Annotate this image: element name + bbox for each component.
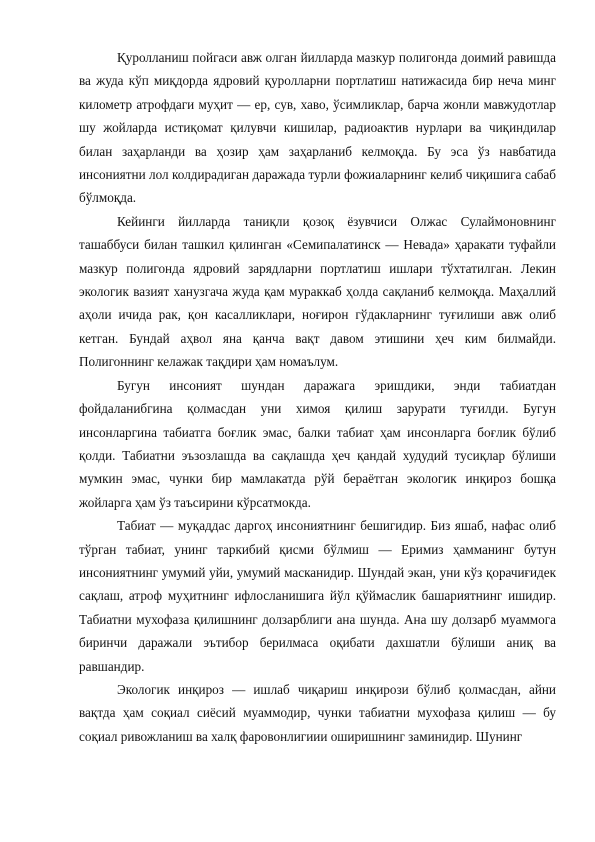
paragraph-4: Табиат — муқаддас даргоҳ инсониятнинг бешигидир. Биз яшаб, нафас олиб тўрган табиат, унинг таркибий қисми бўлмиш — Еримиз ҳамманинг бутун инсониятнинг умумий уйи, умумий масканидир. Шундай экан, уни кўз қорачиғидек сақлаш, атроф муҳитнинг ифлосланишига йўл қўймаслик башариятнинг ишидир. Табиатни мухофаза қилишнинг долзарблиги ана шунда. Ана шу долзарб муаммога биринчи даражали эътибор берилмаса оқибати дахшатли бўлиши аниқ ва равшандир. — [79, 518, 556, 674]
paragraph-3: Бугун инсоният шундан даражага эришдики, энди табиатдан фойдаланибгина қолмасдан уни химоя қилиш зарурати туғилди. Бугун инсонларгина табиатга боғлик эмас, балки табиат ҳам инсонларга боғлик бўлиб қолди. Табиатни эъзозлашда ва сақлашда ҳеч қандай худудий тусиқлар бўлиши мумкин эмас, чунки бир мамлакатда рўй бераётган экологик инқироз бошқа жойларга ҳам ўз таъсирини кўрсатмокда. — [79, 377, 556, 510]
document-body — [79, 46, 556, 748]
paragraph-1: Қуролланиш пойгаси авж олган йилларда мазкур полигонда доимий равишда ва жуда кўп миқдорда ядровий қуролларни портлатиш натижасида бир неча минг километр атрофдаги муҳит — ер, сув, хаво, ўсимликлар, барча жонли мавжудотлар шу жойларда истиқомат қилувчи кишилар, радиоактив нурлари ва чиқиндилар билан заҳарланди ва ҳозир ҳам заҳарланиб келмоқда. Бу эса ўз навбатида инсониятни лол колдирадиган даражада турли фожиаларнинг келиб чиқишига сабаб бўлмоқда. — [79, 50, 556, 206]
paragraph-2: Кейинги йилларда таниқли қозоқ ёзувчиси Олжас Сулаймоновнинг ташаббуси билан ташкил қилинган «Семипалатинск — Невада» ҳаракати туфайли мазкур полигонда ядровий зарядларни портлатиш ишлари тўхтатилган. Лекин экологик вазият ханузгача жуда қам мураккаб ҳолда сақланиб келмоқда. Маҳаллий аҳоли ичида рак, қон касалликлари, ноғирон гўдакларнинг туғилиши авж олиб кетган. Бундай аҳвол яна қанча вақт давом этишини ҳеч ким билмайди. Полигоннинг келажак тақдири ҳам номаълум. — [79, 213, 556, 370]
paragraph-5: Экологик инқироз — ишлаб чиқариш инқирози бўлиб қолмасдан, айни вақтда ҳам соқиал сиёсий муаммодир, чунки табиатни мухофаза қилиш — бу соқиал ривожланиш ва халқ фаровонлигиии оширишнинг заминидир. Шунинг — [79, 681, 556, 744]
